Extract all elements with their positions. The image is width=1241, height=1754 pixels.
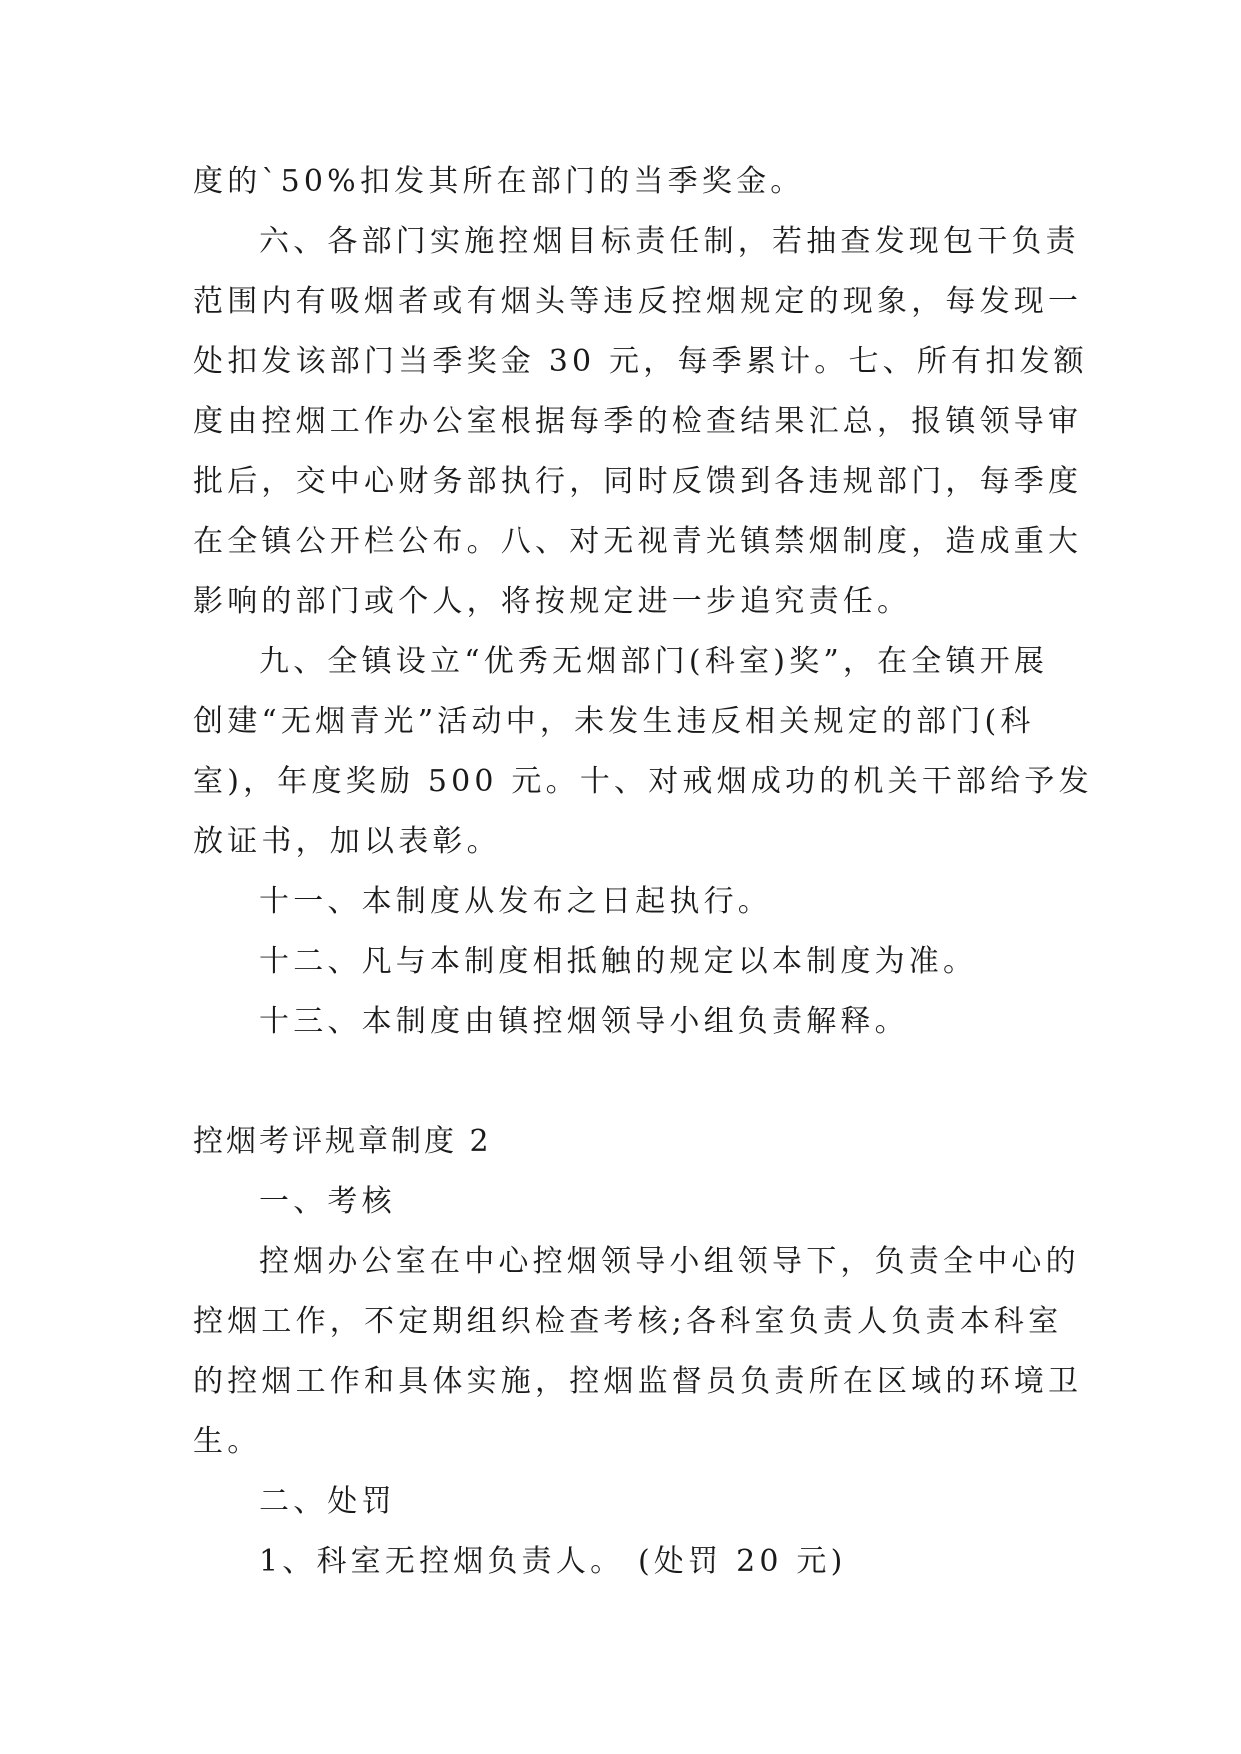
para-6-line-6: 在全镇公开栏公布。八、对无视青光镇禁烟制度，造成重大 <box>193 524 1083 559</box>
section-2-sub-2: 二、处罚 <box>259 1484 396 1519</box>
section-2-para-line-3: 的控烟工作和具体实施，控烟监督员负责所在区域的环境卫 <box>193 1364 1083 1399</box>
para-9-line-2: 创建“无烟青光”活动中，未发生违反相关规定的部门(科 <box>193 704 1035 739</box>
continued-line: 度的`50%扣发其所在部门的当季奖金。 <box>193 164 805 199</box>
para-6-line-5: 批后，交中心财务部执行，同时反馈到各违规部门，每季度 <box>193 464 1083 499</box>
section-2-title: 控烟考评规章制度 2 <box>193 1124 492 1159</box>
item-12: 十二、凡与本制度相抵触的规定以本制度为准。 <box>259 944 978 979</box>
section-2-para-line-1: 控烟办公室在中心控烟领导小组领导下，负责全中心的 <box>259 1244 1080 1279</box>
item-13: 十三、本制度由镇控烟领导小组负责解释。 <box>259 1004 909 1039</box>
para-6-line-4: 度由控烟工作办公室根据每季的检查结果汇总，报镇领导审 <box>193 404 1083 439</box>
section-2-sub-1: 一、考核 <box>259 1184 396 1219</box>
para-6-line-7: 影响的部门或个人，将按规定进一步追究责任。 <box>193 584 912 619</box>
item-11: 十一、本制度从发布之日起执行。 <box>259 884 772 919</box>
para-6-line-3: 处扣发该部门当季奖金 30 元，每季累计。七、所有扣发额 <box>193 344 1088 379</box>
section-2-para-line-2: 控烟工作，不定期组织检查考核;各科室负责人负责本科室 <box>193 1304 1063 1339</box>
para-9-line-3: 室)，年度奖励 500 元。十、对戒烟成功的机关干部给予发 <box>193 764 1093 799</box>
penalty-item-1: 1、科室无控烟负责人。 (处罚 20 元) <box>259 1544 847 1579</box>
section-2-para-line-4: 生。 <box>193 1424 262 1459</box>
para-6-line-2: 范围内有吸烟者或有烟头等违反控烟规定的现象，每发现一 <box>193 284 1083 319</box>
para-9-line-1: 九、全镇设立“优秀无烟部门(科室)奖”，在全镇开展 <box>259 644 1049 679</box>
para-9-line-4: 放证书，加以表彰。 <box>193 824 501 859</box>
para-6-line-1: 六、各部门实施控烟目标责任制，若抽查发现包干负责 <box>259 224 1080 259</box>
